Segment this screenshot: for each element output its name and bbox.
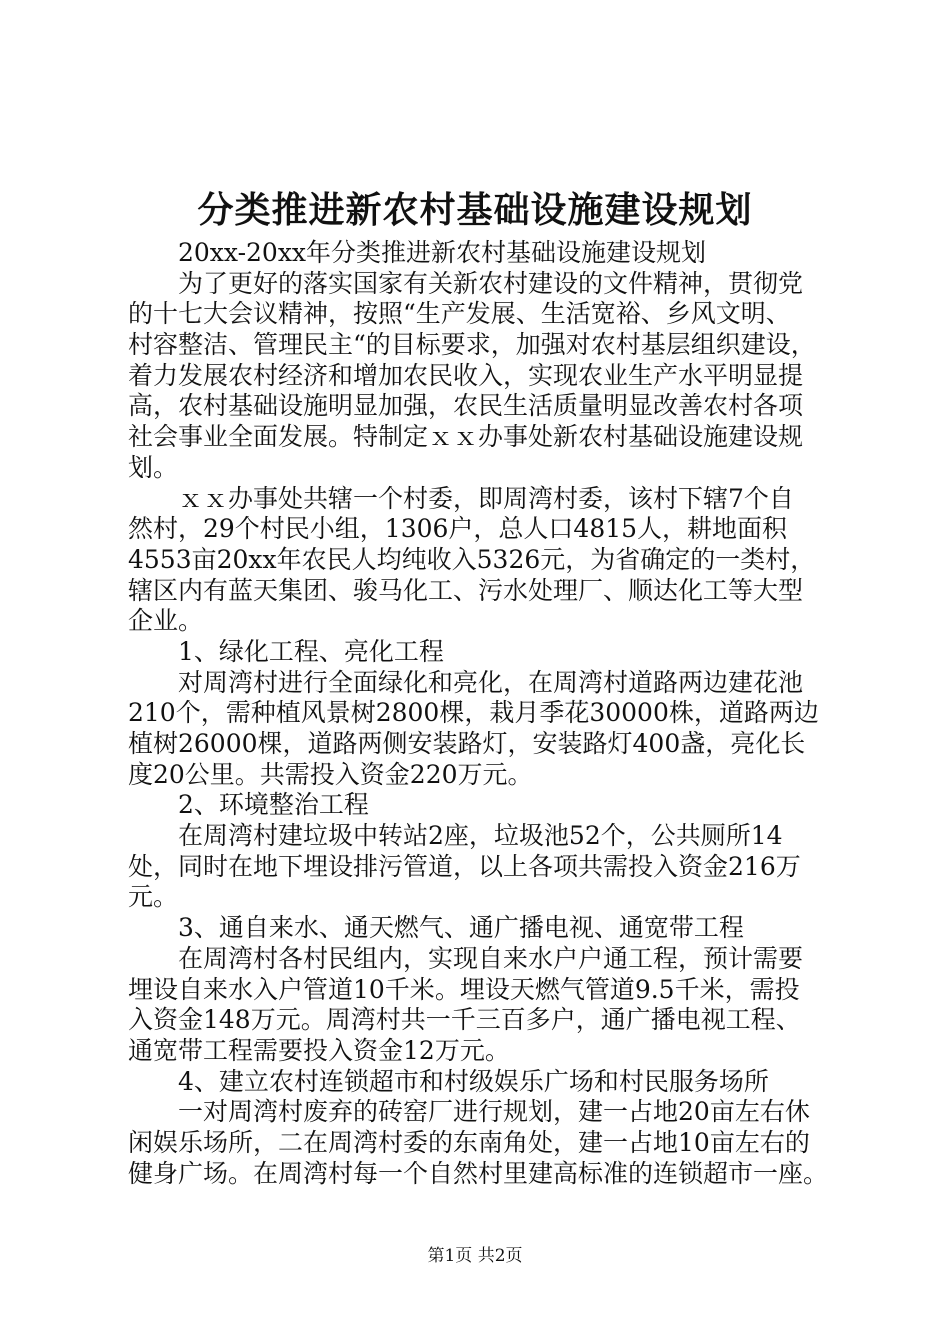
paragraph-line: 健身广场。在周湾村每一个自然村里建高标准的连锁超市一座。 bbox=[128, 1158, 829, 1188]
paragraph-line: 4553亩20xx年农民人均纯收入5326元，为省确定的一类村， bbox=[128, 544, 816, 574]
paragraph-line: 元。 bbox=[128, 882, 179, 912]
paragraph-line: 划。 bbox=[128, 452, 179, 482]
paragraph-line: 社会事业全面发展。特制定ｘｘ办事处新农村基础设施建设规 bbox=[128, 422, 804, 452]
paragraph-line: 辖区内有蓝天集团、骏马化工、污水处理厂、顺达化工等大型 bbox=[128, 575, 804, 605]
paragraph-line: 为了更好的落实国家有关新农村建设的文件精神，贯彻党 bbox=[178, 268, 804, 298]
paragraph-line: 埋设自来水入户管道10千米。埋设天燃气管道9.5千米，需投 bbox=[128, 974, 800, 1004]
paragraph-line: 植树26000棵，道路两侧安装路灯，安装路灯400盏，亮化长 bbox=[128, 729, 806, 758]
document-body bbox=[128, 238, 834, 1189]
section-heading: 3、通自来水、通天燃气、通广播电视、通宽带工程 bbox=[178, 913, 744, 943]
paragraph-line: ｘｘ办事处共辖一个村委，即周湾村委，该村下辖7个自 bbox=[178, 483, 794, 513]
paragraph-line: 然村，29个村民小组，1306户，总人口4815人，耕地面积 bbox=[128, 514, 788, 544]
page-title: 分类推进新农村基础设施建设规划 bbox=[197, 189, 753, 231]
paragraph-line: 着力发展农村经济和增加农民收入，实现农业生产水平明显提 bbox=[128, 360, 804, 390]
page-footer: 第1页 共2页 bbox=[427, 1246, 523, 1266]
paragraph-line: 企业。 bbox=[128, 606, 204, 636]
paragraph-line: 度20公里。共需投入资金220万元。 bbox=[128, 759, 533, 789]
paragraph-line: 入资金148万元。周湾村共一千三百多户，通广播电视工程、 bbox=[128, 1005, 801, 1035]
paragraph-line: 一对周湾村废弃的砖窑厂进行规划，建一占地20亩左右休 bbox=[178, 1097, 810, 1127]
paragraph-line: 210个，需种植风景树2800棵，栽月季花30000株，道路两边 bbox=[128, 698, 819, 728]
subtitle-line: 20xx-20xx年分类推进新农村基础设施建设规划 bbox=[178, 238, 707, 267]
paragraph-line: 对周湾村进行全面绿化和亮化，在周湾村道路两边建花池 bbox=[178, 667, 804, 697]
paragraph-line: 处，同时在地下埋设排污管道，以上各项共需投入资金216万 bbox=[128, 851, 801, 881]
paragraph-line: 村容整洁、管理民主“的目标要求，加强对农村基层组织建设， bbox=[128, 330, 816, 360]
paragraph-line: 闲娱乐场所，二在周湾村委的东南角处，建一占地10亩左右的 bbox=[128, 1127, 810, 1157]
paragraph-line: 在周湾村各村民组内，实现自来水户户通工程，预计需要 bbox=[178, 943, 804, 973]
paragraph-line: 的十七大会议精神，按照“生产发展、生活宽裕、乡风文明、 bbox=[128, 299, 791, 329]
section-heading: 4、建立农村连锁超市和村级娱乐广场和村民服务场所 bbox=[178, 1066, 769, 1096]
section-heading: 2、环境整治工程 bbox=[178, 790, 369, 820]
section-heading: 1、绿化工程、亮化工程 bbox=[178, 636, 444, 666]
paragraph-line: 高，农村基础设施明显加强，农民生活质量明显改善农村各项 bbox=[128, 391, 804, 421]
paragraph-line: 通宽带工程需要投入资金12万元。 bbox=[128, 1035, 510, 1065]
paragraph-line: 在周湾村建垃圾中转站2座，垃圾池52个，公共厕所14 bbox=[178, 821, 783, 851]
